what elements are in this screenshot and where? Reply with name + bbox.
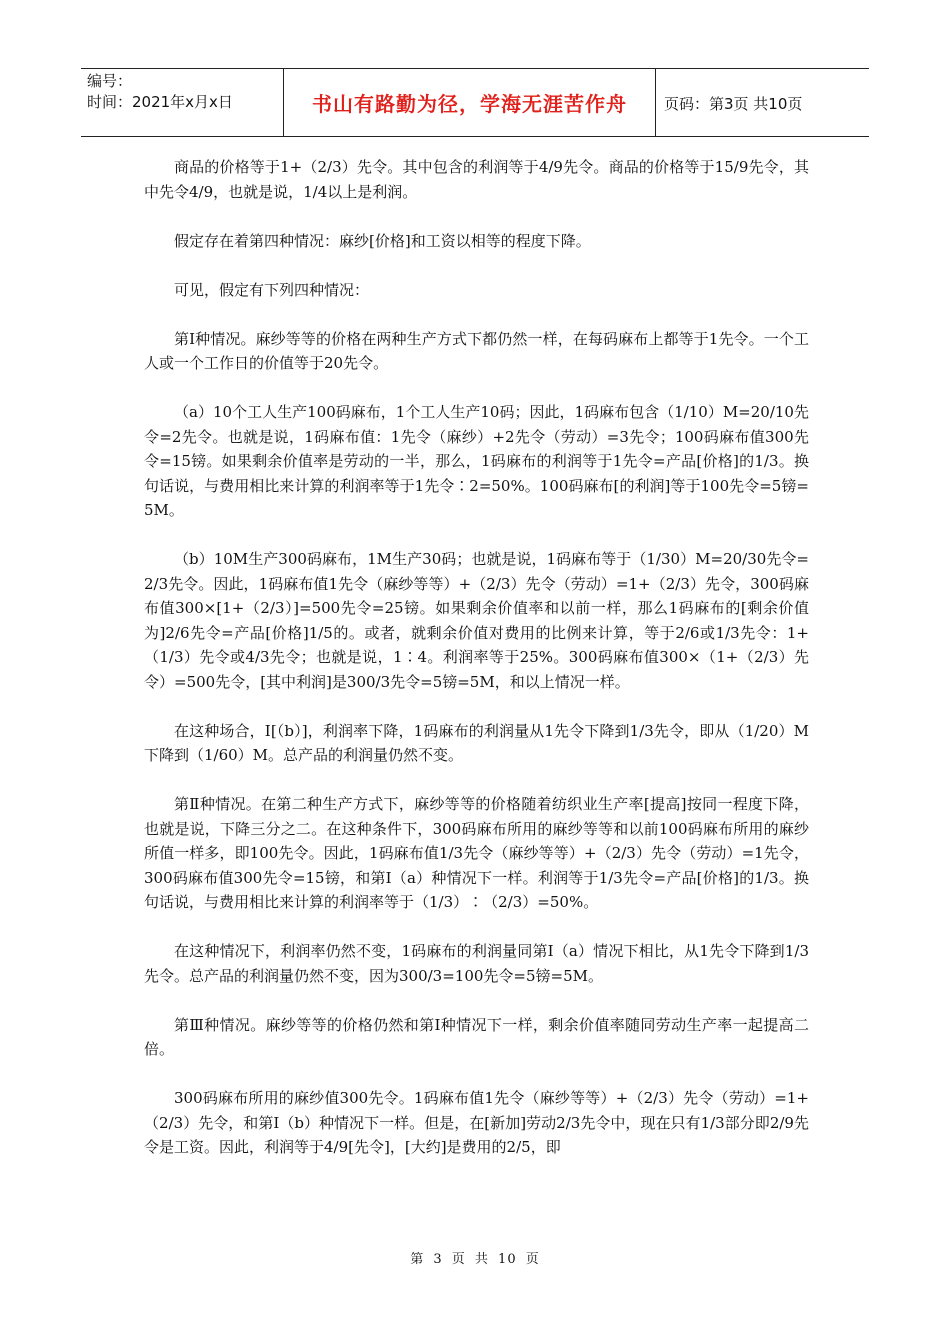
paragraph: 在这种情况下，利润率仍然不变，1码麻布的利润量同第Ⅰ（a）情况下相比，从1先令下降到1/3先令。总产品的利润量仍然不变，因为300/3=100先令=5镑=5M。 <box>144 942 809 985</box>
paragraph: 商品的价格等于1+（2/3）先令。其中包含的利润等于4/9先令。商品的价格等于15/9先令，其中先令4/9，也就是说，1/4以上是利润。 <box>144 158 809 201</box>
paragraph: 假定存在着第四种情况：麻纱[价格]和工资以相等的程度下降。 <box>174 231 591 250</box>
serial-label: 编号： <box>87 72 133 90</box>
paragraph: 第Ⅰ种情况。麻纱等等的价格在两种生产方式下都仍然一样，在每码麻布上都等于1先令。一个工人或一个工作日的价值等于20先令。 <box>144 329 809 372</box>
paragraph: 可见，假定有下列四种情况： <box>174 280 370 299</box>
paragraph: 第Ⅱ种情况。在第二种生产方式下，麻纱等等的价格随着纺织业生产率[提高]按同一程度下降，也就是说，下降三分之二。在这种条件下，300码麻布所用的麻纱等等和以前100码麻布所用的麻纱所值一样多，即100先令。因此，1码麻布值1/3先令（麻纱等等）+（2/3）先令（劳动）=1先令，300码麻布值300先令=15镑，和第Ⅰ（a）种情况下一样。利润等于1/3先令=产品[价格]的1/3。换句话说，与费用相比来计算的利润率等于（1/3）∶（2/3）=50%。 <box>144 795 809 911</box>
paragraph: （a）10个工人生产100码麻布，1个工人生产10码；因此，1码麻布包含（1/10）M=20/10先令=2先令。也就是说，1码麻布值：1先令（麻纱）+2先令（劳动）=3先令；100码麻布值300先令=15镑。如果剩余价值率是劳动的一半，那么，1码麻布的利润等于1先令=产品[价格]的1/3。换句话说，与费用相比来计算的利润率等于1先令∶2=50%。100码麻布[的利润]等于100先令=5镑=5M。 <box>144 403 809 519</box>
paragraph: 第Ⅲ种情况。麻纱等等的价格仍然和第Ⅰ种情况下一样，剩余价值率随同劳动生产率一起提高二倍。 <box>144 1015 809 1058</box>
date-label: 时间：2021年x月x日 <box>87 93 233 111</box>
paragraph: 300码麻布所用的麻纱值300先令。1码麻布值1先令（麻纱等等）+（2/3）先令（劳动）=1+（2/3）先令，和第Ⅰ（b）种情况下一样。但是，在[新加]劳动2/3先令中，现在只有1/3部分即2/9先令是工资。因此，利润等于4/9[先令]，[大约]是费用的2/5，即 <box>144 1089 809 1156</box>
header-left-info <box>87 71 233 113</box>
paragraph: 在这种场合，Ⅰ[（b）]，利润率下降，1码麻布的利润量从1先令下降到1/3先令，即从（1/20）M下降到（1/60）M。总产品的利润量仍然不变。 <box>144 721 809 764</box>
header-page-number: 页码：第3页 共10页 <box>664 95 803 113</box>
paragraph: （b）10M生产300码麻布，1M生产30码；也就是说，1码麻布等于（1/30）M=20/30先令=2/3先令。因此，1码麻布值1先令（麻纱等等）+（2/3）先令（劳动）=1+（2/3）先令，300码麻布值300×[1+（2/3）]=500先令=25镑。如果剩余价值率和以前一样，那么1码麻布的[剩余价值为]2/6先令=产品[价格]1/5的。或者，就剩余价值对费用的比例来计算，等于2/6或1/3先令：1+（1/3）先令或4/3先令；也就是说，1∶4。利润率等于25%。300码麻布值300×（1+（2/3）先令）=500先令，[其中利润]是300/3先令=5镑=5M，和以上情况一样。 <box>144 550 809 691</box>
page-header <box>81 68 869 137</box>
document-body <box>144 155 809 1184</box>
header-motto: 书山有路勤为径，学海无涯苦作舟 <box>312 92 627 116</box>
page-footer: 第 3 页 共 10 页 <box>410 1252 540 1267</box>
header-divider-right <box>655 69 656 136</box>
